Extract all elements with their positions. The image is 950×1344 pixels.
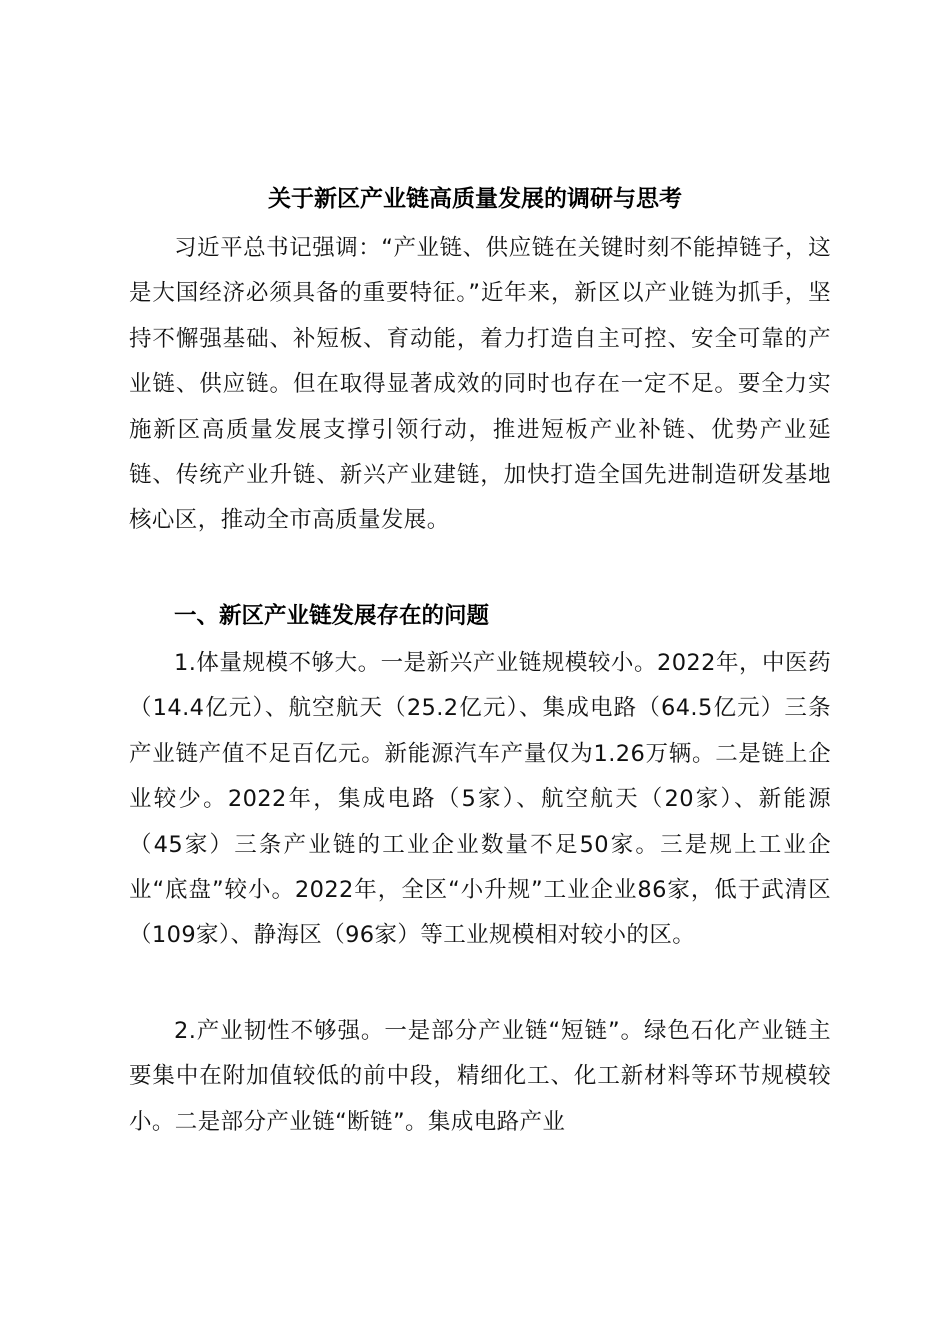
section-heading: 一、新区产业链发展存在的问题 bbox=[174, 603, 490, 629]
point-2-paragraph: 2.产业韧性不够强。一是部分产业链“短链”。绿色石化产业链主要集中在附加值较低的前中段，精细化工、化工新材料等环节规模较小。二是部分产业链“断链”。集成电路产业 bbox=[129, 1018, 831, 1135]
document-title: 关于新区产业链高质量发展的调研与思考 bbox=[268, 185, 682, 212]
intro-paragraph: 习近平总书记强调：“产业链、供应链在关键时刻不能掉链子，这是大国经济必须具备的重要特征。”近年来，新区以产业链为抓手，坚持不懈强基础、补短板、育动能，着力打造自主可控、安全可靠的产业链、供应链。但在取得显著成效的同时也存在一定不足。要全力实施新区高质量发展支撑引领行动，推进短板产业补链、优势产业延链、传统产业升链、新兴产业建链，加快打造全国先进制造研发基地核心区，推动全市高质量发展。 bbox=[129, 235, 831, 534]
point-1-paragraph: 1.体量规模不够大。一是新兴产业链规模较小。2022年，中医药（14.4亿元）、航空航天（25.2亿元）、集成电路（64.5亿元）三条产业链产值不足百亿元。新能源汽车产量仅为1.26万辆。二是链上企业较少。2022年，集成电路（5家）、航空航天（20家）、新能源（45家）三条产业链的工业企业数量不足50家。三是规上工业企业“底盘”较小。2022年，全区“小升规”工业企业86家，低于武清区（109家）、静海区（96家）等工业规模相对较小的区。 bbox=[129, 650, 831, 949]
